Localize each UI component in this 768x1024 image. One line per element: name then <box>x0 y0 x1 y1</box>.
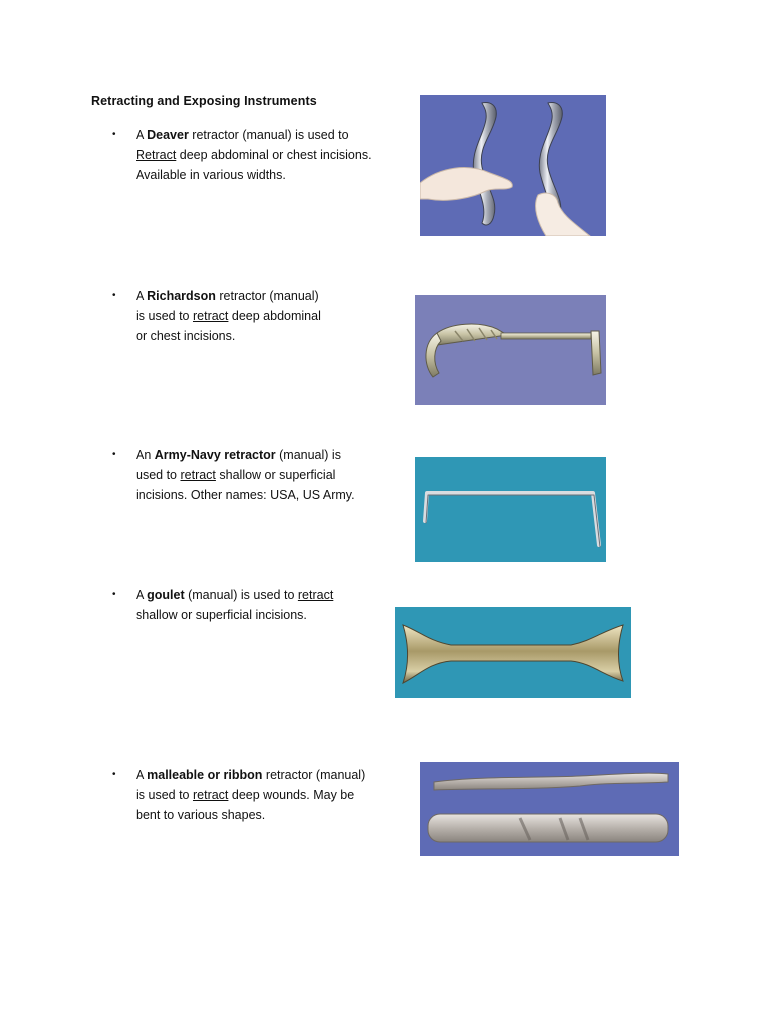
instrument-name: Richardson <box>147 289 216 303</box>
underlined-verb: retract <box>192 309 229 323</box>
underlined-verb: retract <box>192 788 229 802</box>
bullet: • <box>112 290 116 301</box>
instrument-name: Deaver <box>147 128 189 142</box>
list-item-malleable <box>112 765 382 827</box>
deaver-retractor-photo <box>420 95 606 236</box>
list-item-army-navy <box>112 445 382 507</box>
instrument-name: goulet <box>147 588 185 602</box>
list-item-richardson <box>112 286 382 348</box>
item-text: A Deaver retractor (manual) is used to Retract deep abdominal or chest incisions. Available in various widths. <box>136 128 372 182</box>
page-title: Retracting and Exposing Instruments <box>91 94 317 108</box>
item-text: An Army-Navy retractor (manual) is used to retract shallow or superficial incisions. Other names: USA, US Army. <box>136 448 355 502</box>
instrument-name: Army-Navy retractor <box>154 448 276 462</box>
bullet: • <box>112 589 116 600</box>
item-text: A goulet (manual) is used to retract shallow or superficial incisions. <box>136 588 334 622</box>
item-text: A malleable or ribbon retractor (manual) is used to retract deep wounds. May be bent to various shapes. <box>136 768 366 822</box>
instrument-name: malleable or ribbon <box>147 768 263 782</box>
list-item-deaver <box>112 125 382 187</box>
bullet: • <box>112 129 116 140</box>
malleable-ribbon-retractor-photo <box>420 762 679 856</box>
item-text: A Richardson retractor (manual) is used to retract deep abdominal or chest incisions. <box>136 289 321 343</box>
bullet: • <box>112 449 116 460</box>
bullet: • <box>112 769 116 780</box>
underlined-verb: Retract <box>136 148 177 162</box>
richardson-retractor-photo <box>415 295 606 405</box>
list-item-goulet <box>112 585 382 627</box>
goulet-retractor-photo <box>395 607 631 698</box>
underlined-verb: retract <box>297 588 334 602</box>
army-navy-retractor-photo <box>415 457 606 562</box>
underlined-verb: retract <box>180 468 216 482</box>
